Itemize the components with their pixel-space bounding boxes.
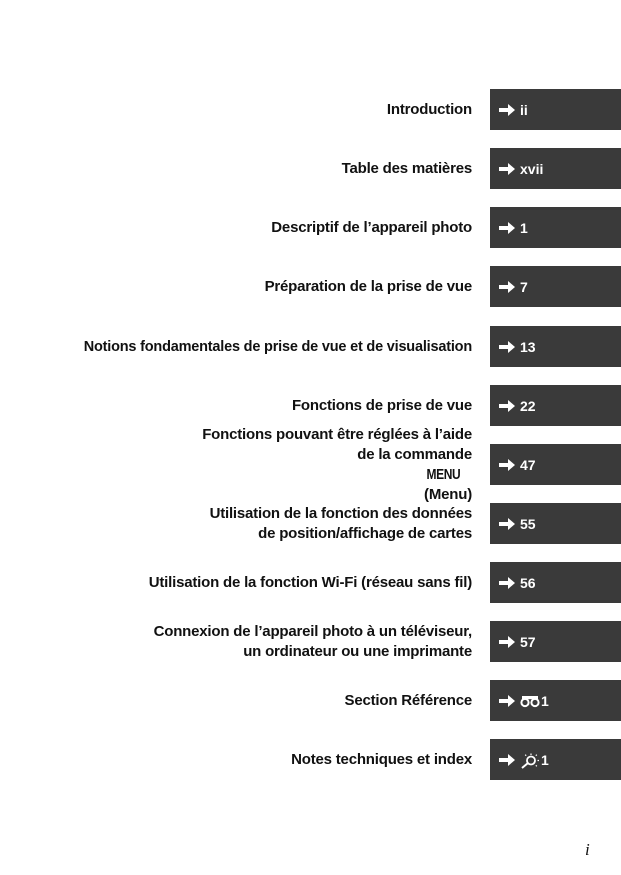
toc-entry-notions-fondamentales [0, 326, 621, 367]
toc-entry-descriptif [0, 207, 621, 248]
toc-page-tab[interactable] [490, 739, 621, 780]
toc-page-number: 55 [520, 515, 536, 532]
toc-page-number: 56 [520, 574, 536, 591]
toc-title: Préparation de la prise de vue [264, 277, 472, 295]
toc-page-tab[interactable] [490, 503, 621, 544]
arrow-right-icon [499, 281, 515, 293]
toc-page-number: xvii [520, 160, 544, 177]
toc-page-tab[interactable] [490, 207, 621, 248]
arrow-right-icon [499, 104, 515, 116]
toc-entry-connexion [0, 621, 621, 662]
toc-page-number: 1 [541, 751, 549, 768]
binoculars-icon [520, 694, 540, 708]
arrow-right-icon [499, 341, 515, 353]
toc-entry-donnees-position [0, 503, 621, 544]
toc-page-number: 47 [520, 456, 536, 473]
toc-entry-fonctions-prise-de-vue [0, 385, 621, 426]
toc-entry-section-reference [0, 680, 621, 721]
toc-page-tab[interactable] [490, 326, 621, 367]
toc-page-number: 57 [520, 633, 536, 650]
toc-title: Notions fondamentales de prise de vue et de visualisation [83, 338, 472, 355]
page-number: i [585, 840, 590, 859]
toc-title: Fonctions de prise de vue [291, 396, 472, 414]
toc-title: Fonctions pouvant être réglées à l’aide de la commande MENU (Menu) [202, 425, 472, 503]
toc-entry-table-des-matieres [0, 148, 621, 189]
toc-entry-introduction [0, 89, 621, 130]
toc-title: Table des matières [341, 159, 472, 177]
toc-page-tab[interactable] [490, 148, 621, 189]
arrow-right-icon [499, 518, 515, 530]
toc-page-tab[interactable] [490, 266, 621, 307]
arrow-right-icon [499, 459, 515, 471]
toc-page-tab[interactable] [490, 89, 621, 130]
toc-entry-fonctions-menu [0, 425, 621, 503]
arrow-right-icon [499, 400, 515, 412]
toc-entry-notes-techniques [0, 739, 621, 780]
arrow-right-icon [499, 695, 515, 707]
menu-button-label: MENU [426, 465, 461, 483]
toc-title: Notes techniques et index [291, 750, 472, 768]
toc-title: Descriptif de l’appareil photo [271, 218, 472, 236]
arrow-right-icon [499, 636, 515, 648]
toc-page-tab[interactable] [490, 621, 621, 662]
toc-page-number: 13 [520, 338, 536, 355]
arrow-right-icon [499, 222, 515, 234]
toc-page-tab[interactable] [490, 385, 621, 426]
arrow-right-icon [499, 163, 515, 175]
arrow-right-icon [499, 754, 515, 766]
toc-title: Connexion de l’appareil photo à un téléviseur, un ordinateur ou une imprimante [153, 622, 472, 660]
toc-title: Utilisation de la fonction des données de position/affichage de cartes [209, 504, 472, 542]
toc-title: Introduction [386, 100, 472, 118]
toc-page-number: 1 [541, 692, 549, 709]
toc-page-tab[interactable] [490, 680, 621, 721]
tips-icon [520, 753, 540, 767]
toc-entry-wifi [0, 562, 621, 603]
toc-page-number: 1 [520, 219, 528, 236]
toc-page-number: 22 [520, 397, 536, 414]
toc-page-number: ii [520, 101, 528, 118]
toc-page-number: 7 [520, 278, 528, 295]
toc-page-tab[interactable] [490, 444, 621, 485]
arrow-right-icon [499, 577, 515, 589]
toc-page-tab[interactable] [490, 562, 621, 603]
toc-entry-preparation [0, 266, 621, 307]
toc-title: Utilisation de la fonction Wi-Fi (réseau sans fil) [148, 573, 472, 591]
toc-title: Section Référence [344, 691, 472, 709]
